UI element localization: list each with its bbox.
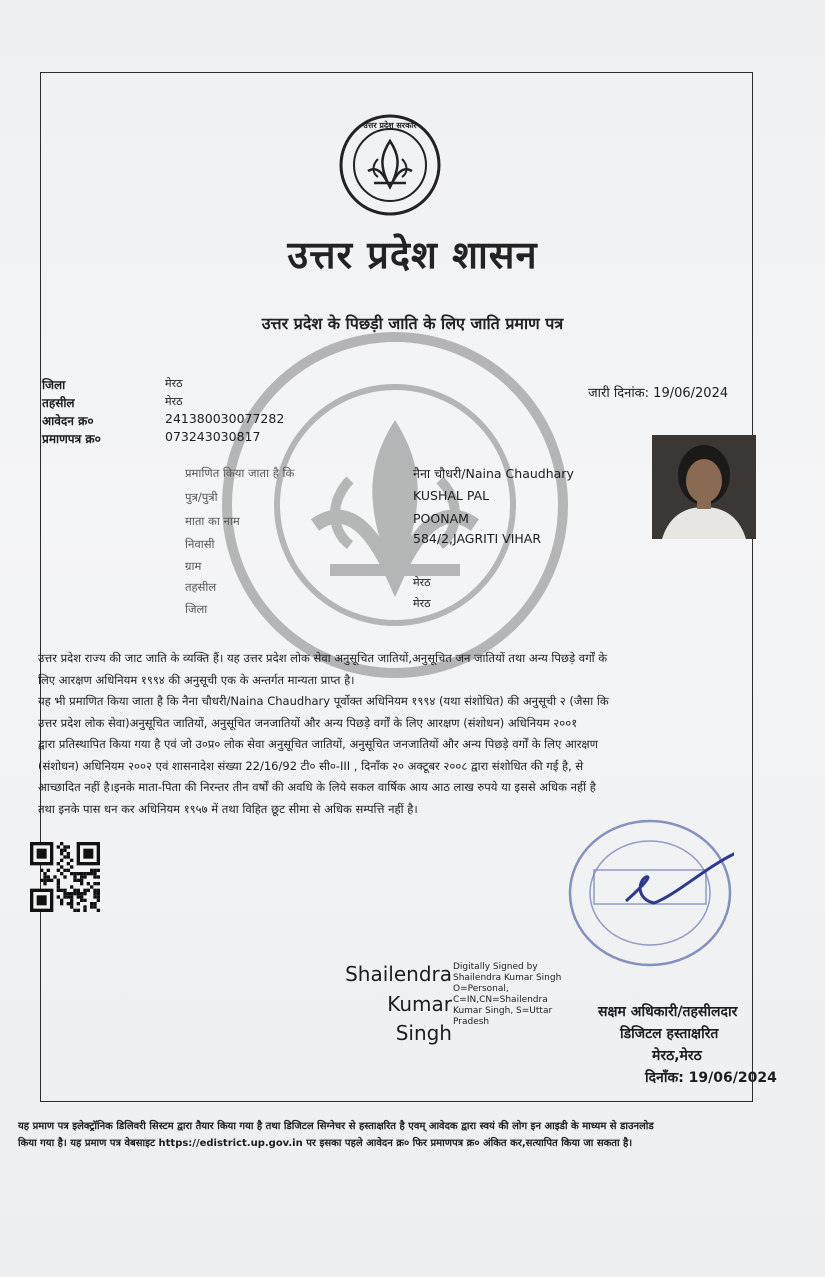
certificate-number-value: 073243030817 <box>165 429 261 444</box>
qr-code-icon[interactable] <box>30 842 100 912</box>
signer-name-line1: Shailendra <box>345 962 452 986</box>
official-round-stamp-icon <box>566 815 734 970</box>
body-line: तथा इनके पास धन कर अधिनियम १९५७ में तथा विहित छूट सीमा से अधिक सम्पत्ति नहीं है। <box>38 801 418 816</box>
certificate-body <box>38 648 760 820</box>
resident-address: 584/2,JAGRITI VIHAR <box>413 531 542 546</box>
digital-signature-line: O=Personal, <box>453 984 509 994</box>
digital-signature-line: Kumar Singh, S=Uttar <box>453 1006 553 1016</box>
body-line: लिए आरक्षण अधिनियम १९९४ की अनुसूची एक के अन्तर्गत मान्यता प्राप्त है। <box>38 672 355 687</box>
footer-line: किया गया है। यह प्रमाण पत्र वेबसाइट https://edistrict.up.gov.in पर इसका पहले आवेदन क्र० फिर प्रमाणपत्र क्र० अंकित कर,सत्यापित किया जा सकता है। <box>18 1138 633 1149</box>
application-number-label: आवेदन क्र० <box>42 414 94 428</box>
body-line: आच्छादित नहीं है।इनके माता-पिता की निरन्तर तीन वर्षों की अवधि के लिये सकल वार्षिक आय आठ लाख रुपये या इससे अधिक नहीं है <box>38 780 596 794</box>
authority-title: सक्षम अधिकारी/तहसीलदार <box>598 1004 738 1020</box>
digital-signature-line: Shailendra Kumar Singh <box>453 973 562 983</box>
digital-signature-line: C=IN,CN=Shailendra <box>453 995 548 1005</box>
applicant-photo <box>652 435 756 539</box>
footer-note <box>18 1118 808 1152</box>
applicant-photo-icon <box>652 435 756 539</box>
footer-line: यह प्रमाण पत्र इलेक्ट्रॉनिक डिलिवरी सिस्टम द्वारा तैयार किया गया है तथा डिजिटल सिग्नेचर से हस्ताक्षरित है एवम् आवेदक द्वारा स्वयं की लोग इन आइडी के माध्यम से डाउनलोड <box>18 1121 654 1132</box>
relation-label: पुत्र/पुत्री <box>185 490 218 504</box>
body-line: उत्तर प्रदेश राज्य की जाट जाति के व्यक्ति हैं। यह उत्तर प्रदेश लोक सेवा अनुसूचित जातियों,अनुसूचित जन जातियों तथा अन्य पिछड़े वर्गों के <box>38 651 608 665</box>
tehsil-label: तहसील <box>42 396 75 410</box>
detail-tehsil-label: तहसील <box>185 580 217 594</box>
digital-signature-line: Pradesh <box>453 1017 490 1027</box>
up-government-watermark-icon <box>220 330 570 680</box>
emblem-text: उत्तर प्रदेश सरकार <box>363 121 417 130</box>
application-number-value: 241380030077282 <box>165 411 285 426</box>
district-label: जिला <box>42 378 66 392</box>
detail-tehsil-value: मेरठ <box>413 576 431 589</box>
body-line: उत्तर प्रदेश लोक सेवा)अनुसूचित जातियों, अनुसूचित जनजातियों और अन्य पिछड़े वर्गों के लिए आरक्षण (संशोधन) अधिनियम २००१ <box>38 715 578 730</box>
issue-date: जारी दिनांक: 19/06/2024 <box>588 386 729 401</box>
digital-signature-details <box>453 962 563 1028</box>
detail-district-value: मेरठ <box>413 597 431 610</box>
resident-label: निवासी <box>185 537 215 551</box>
body-line: (संशोधन) अधिनियम २००२ एवं शासनादेश संख्या 22/16/92 टी० सी०-III , दिनाँक २० अक्टूबर २००८ द्वारा संशोधित की गई है, से <box>38 758 584 773</box>
page-title: उत्तर प्रदेश शासन <box>287 232 538 277</box>
mother-label: माता का नाम <box>185 514 240 528</box>
certificate-number-label: प्रमाणपत्र क्र० <box>42 432 101 446</box>
district-value: मेरठ <box>165 377 183 390</box>
tehsil-value: मेरठ <box>165 395 183 408</box>
body-line: द्वारा प्रतिस्थापित किया गया है एवं जो उ०प्र० लोक सेवा अनुसूचित जातियों, अनुसूचित जनजातियों और अन्य पिछड़े वर्गों के लिए आरक्षण <box>38 737 598 751</box>
authority-digital-signed: डिजिटल हस्ताक्षरित <box>620 1026 719 1042</box>
village-label: ग्राम <box>185 559 202 573</box>
mother-name: POONAM <box>413 511 469 526</box>
detail-district-label: जिला <box>185 602 208 616</box>
father-name: KUSHAL PAL <box>413 488 490 503</box>
certify-label: प्रमाणित किया जाता है कि <box>185 466 295 480</box>
page-subtitle: उत्तर प्रदेश के पिछड़ी जाति के लिए जाति प्रमाण पत्र <box>261 314 564 333</box>
digital-signature-line: Digitally Signed by <box>453 962 538 972</box>
signer-name-line2: Kumar <box>387 992 452 1016</box>
authority-date: दिनाँक: 19/06/2024 <box>645 1070 777 1086</box>
applicant-name: नैना चौधरी/Naina Chaudhary <box>413 466 574 481</box>
body-line: यह भी प्रमाणित किया जाता है कि नैना चौधरी/Naina Chaudhary पूर्वोक्त अधिनियम १९९४ (यथा संशोधित) की अनुसूची २ (जैसा कि <box>38 694 609 708</box>
signer-name-line3: Singh <box>395 1021 452 1045</box>
authority-location: मेरठ,मेरठ <box>652 1048 702 1064</box>
